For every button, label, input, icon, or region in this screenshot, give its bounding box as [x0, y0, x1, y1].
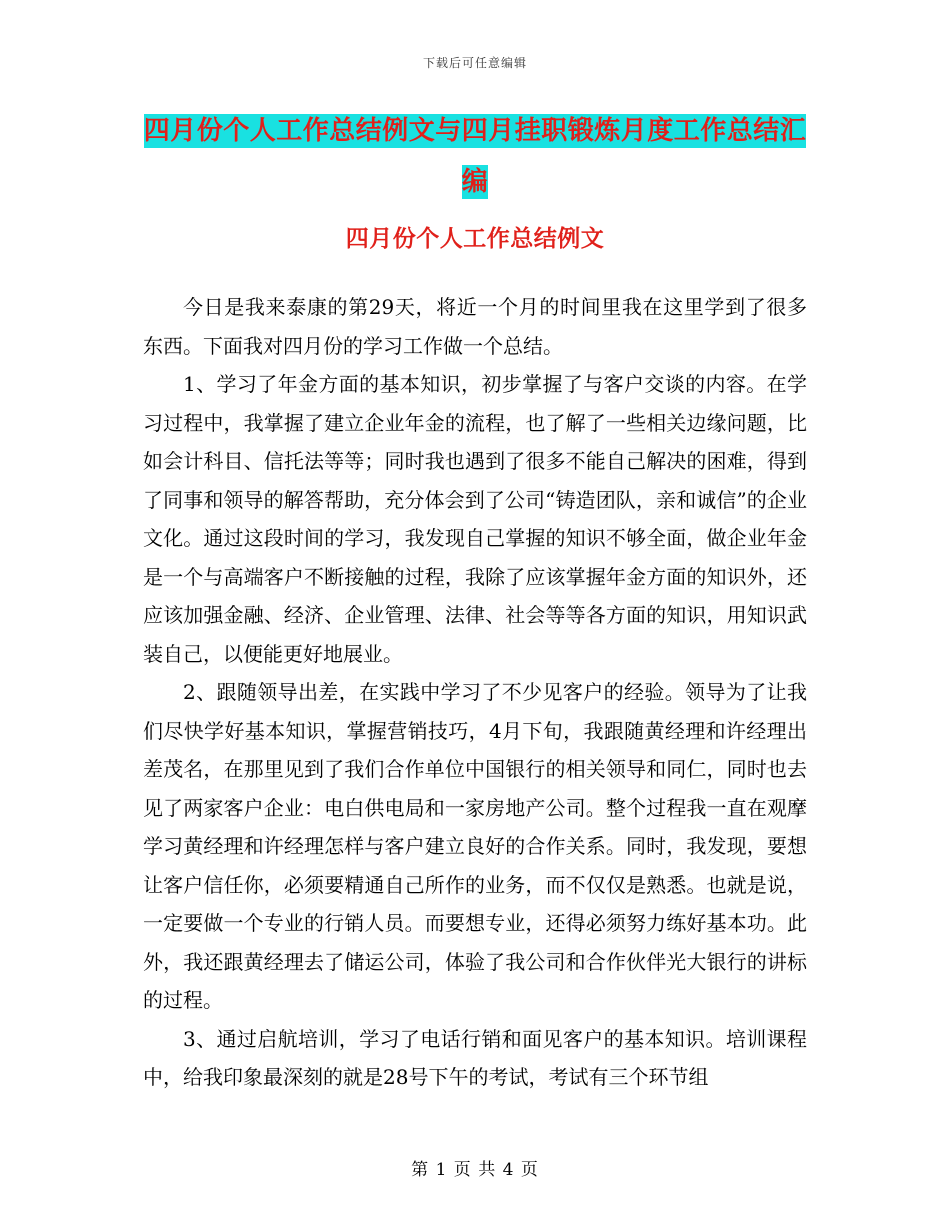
paragraph-intro: 今日是我来泰康的第29天，将近一个月的时间里我在这里学到了很多东西。下面我对四月份的学习工作做一个总结。 [143, 295, 807, 358]
paragraph-item-1: 1、学习了年金方面的基本知识，初步掌握了与客户交谈的内容。在学习过程中，我掌握了建立企业年金的流程，也了解了一些相关边缘问题，比如会计科目、信托法等等；同时我也遇到了很多不能自己解决的困难，得到了同事和领导的解答帮助，充分体会到了公司“铸造团队，亲和诚信”的企业文化。通过这段时间的学习，我发现自己掌握的知识不够全面，做企业年金是一个与高端客户不断接触的过程，我除了应该掌握年金方面的知识外，还应该加强金融、经济、企业管理、法律、社会等等各方面的知识，用知识武装自己，以便能更好地展业。 [143, 372, 807, 666]
section-title: 四月份个人工作总结例文 [345, 225, 605, 252]
paragraph-item-3: 3、通过启航培训，学习了电话行销和面见客户的基本知识。培训课程中，给我印象最深刻的就是28号下午的考试，考试有三个环节组 [143, 1026, 807, 1089]
document-title-block [140, 107, 810, 209]
paragraph-item-2: 2、跟随领导出差，在实践中学习了不少见客户的经验。领导为了让我们尽快学好基本知识，掌握营销技巧，4月下旬，我跟随黄经理和许经理出差茂名，在那里见到了我们合作单位中国银行的相关领导和同仁，同时也去见了两家客户企业：电白供电局和一家房地产公司。整个过程我一直在观摩学习黄经理和许经理怎样与客户建立良好的合作关系。同时，我发现，要想让客户信任你，必须要精通自己所作的业务，而不仅仅是熟悉。也就是说，一定要做一个专业的行销人员。而要想专业，还得必须努力练好基本功。此外，我还跟黄经理去了储运公司，体验了我公司和合作伙伴光大银行的讲标的过程。 [143, 680, 807, 1012]
page-number-footer: 第 1 页 共 4 页 [411, 1160, 539, 1180]
body-text [143, 288, 807, 1097]
document-title: 四月份个人工作总结例文与四月挂职锻炼月度工作总结汇编 [143, 116, 807, 197]
page-header-note: 下载后可任意编辑 [422, 56, 527, 70]
